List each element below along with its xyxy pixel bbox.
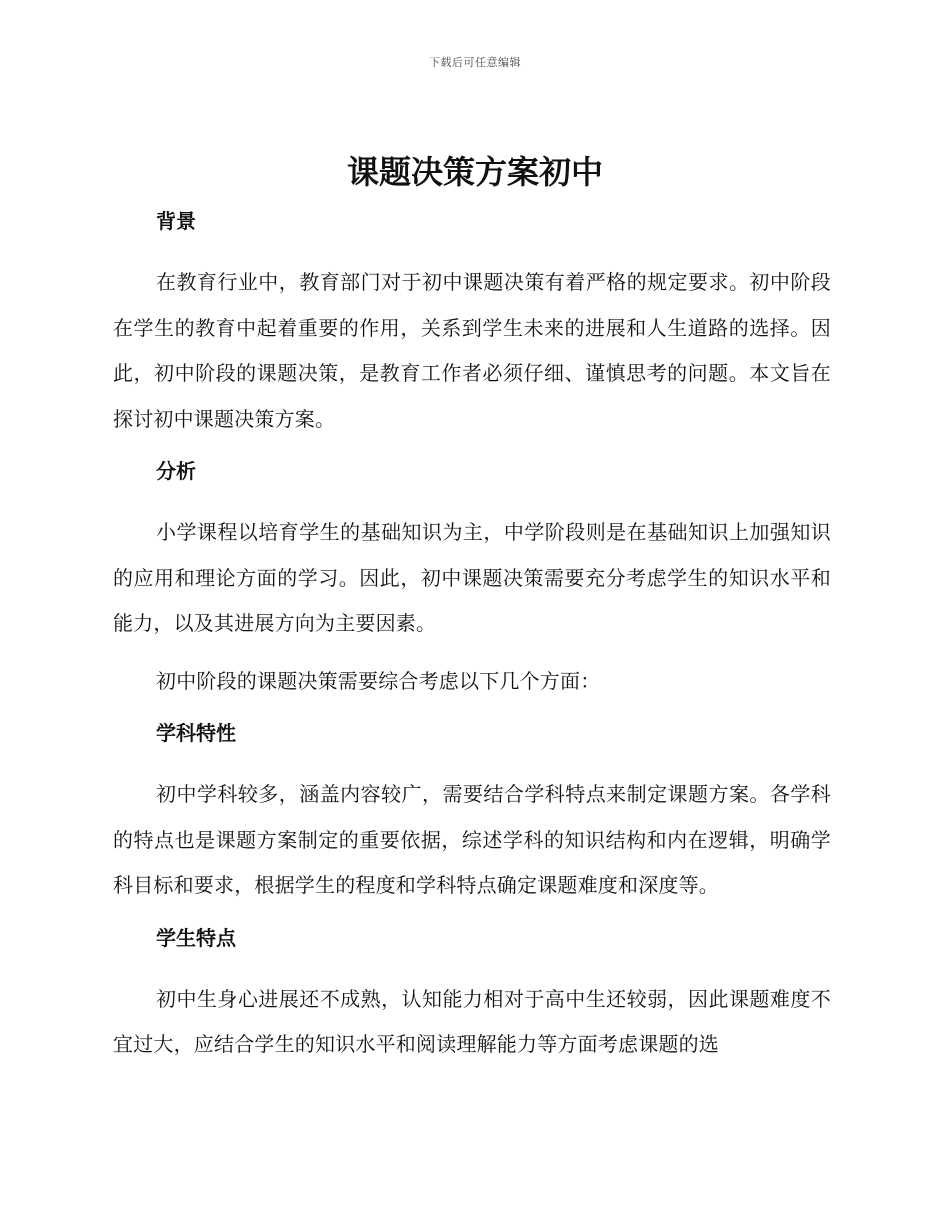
paragraph-students-1: 初中生身心进展还不成熟，认知能力相对于高中生还较弱，因此课题难度不宜过大，应结合学生的知识水平和阅读理解能力等方面考虑课题的选 xyxy=(113,986,831,1056)
document-title: 课题决策方案初中 xyxy=(346,153,603,191)
paragraph-analysis-1: 小学课程以培育学生的基础知识为主，中学阶段则是在基础知识上加强知识的应用和理论方面的学习。因此，初中课题决策需要充分考虑学生的知识水平和能力，以及其进展方向为主要因素。 xyxy=(113,520,831,635)
section-heading-analysis: 分析 xyxy=(156,459,196,483)
paragraph-analysis-2: 初中阶段的课题决策需要综合考虑以下几个方面： xyxy=(156,668,601,693)
section-heading-students: 学生特点 xyxy=(156,925,236,950)
document-body xyxy=(113,204,831,1080)
section-heading-subject: 学科特性 xyxy=(156,721,236,745)
header-note: 下载后可任意编辑 xyxy=(429,56,521,69)
section-heading-background: 背景 xyxy=(156,209,196,233)
paragraph-background-1: 在教育行业中，教育部门对于初中课题决策有着严格的规定要求。初中阶段在学生的教育中起着重要的作用，关系到学生未来的进展和人生道路的选择。因此，初中阶段的课题决策，是教育工作者必须仔细、谨慎思考的问题。本文旨在探讨初中课题决策方案。 xyxy=(113,270,831,431)
paragraph-subject-1: 初中学科较多，涵盖内容较广，需要结合学科特点来制定课题方案。各学科的特点也是课题方案制定的重要依据，综述学科的知识结构和内在逻辑，明确学科目标和要求，根据学生的程度和学科特点确定课题难度和深度等。 xyxy=(113,782,831,897)
